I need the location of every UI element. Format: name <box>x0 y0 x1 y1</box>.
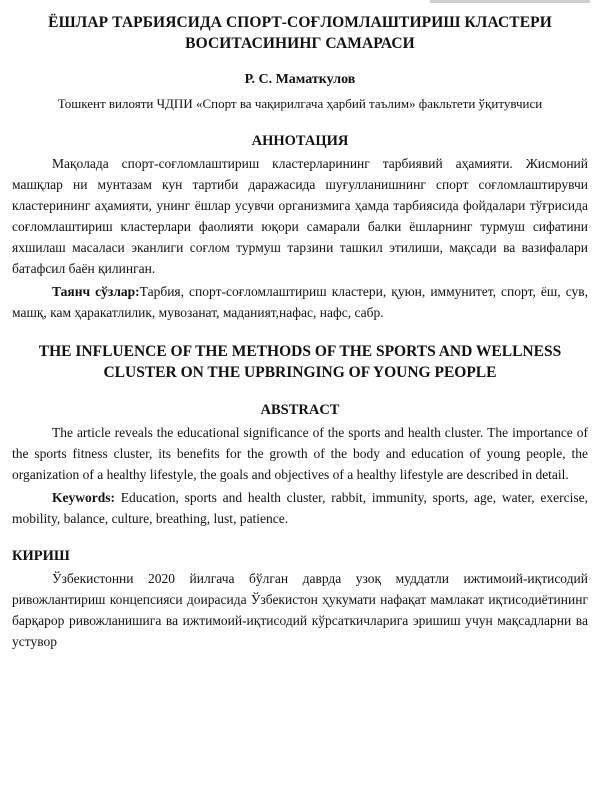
intro-text: Ўзбекистонни 2020 йилгача бўлган даврда узоқ муддатли ижтимоий-иқтисодий ривожлантириш концепсияси доирасида Ўзбекистон ҳукумати нафақат мамлакат иқтисодиётининг барқарор ривожланишига ва ижтимоий-иқтисодий кўрсаткичларига эришиш учун мақсадларни ва устувор <box>12 571 588 649</box>
uz-keywords-text: Тарбия, спорт-соғломлаштириш кластери, қуюн, иммунитет, спорт, ёш, сув, машқ, кам ҳаракатлилик, мувозанат, маданият,нафас, нафс, сабр. <box>12 284 589 320</box>
en-keywords-label: Keywords: <box>52 490 115 505</box>
intro-heading: КИРИШ <box>12 548 70 564</box>
paper-page <box>12 0 588 652</box>
uz-abstract-text: Мақолада спорт-соғломлаштириш кластерларининг тарбиявий аҳамияти. Жисмоний машқлар ни мунтазам кун тартиби даражасида шуғулланишнинг спорт соғломлаштирувчи кластерининг аҳамияти, унинг ёшлар усувчи организмига ҳамда тарбиясида фойдалари тўғрисида соғломлаштириш кластерлари фаолияти юқори самарали балки ёшларнинг турмуш сифатини яхшилаш масаласи эканлиги соғлом турмуш тарзини ташкил этилиши, мақсади ва вазифалари батафсил баён қилинган. <box>12 156 588 276</box>
uz-keywords-label: Таянч сўзлар: <box>52 284 140 299</box>
author-affiliation: Тошкент вилояти ЧДПИ «Спорт ва чақирилгача ҳарбий таълим» факльтети ўқитувчиси <box>57 96 543 111</box>
en-title: THE INFLUENCE OF THE METHODS OF THE SPORTS AND WELLNESS CLUSTER ON THE UPBRINGING OF YOUNG PEOPLE <box>38 343 562 381</box>
en-abstract-text: The article reveals the educational significance of the sports and health cluster. The importance of the sports fitness cluster, its benefits for the growth of the body and education of young people, the organization of a healthy lifestyle, the goals and objectives of a healthy lifestyle are described in detail. <box>12 425 588 482</box>
uz-title: ЁШЛАР ТАРБИЯСИДА СПОРТ-СОҒЛОМЛАШТИРИШ КЛАСТЕРИ ВОСИТАСИНИНГ САМАРАСИ <box>48 14 552 52</box>
en-keywords-text: Education, sports and health cluster, rabbit, immunity, sports, age, water, exercise, mobility, balance, culture, breathing, lust, patience. <box>12 490 589 526</box>
author-name: Р. С. Маматкулов <box>244 72 356 87</box>
uz-keywords <box>12 281 588 323</box>
uz-abstract-heading: АННОТАЦИЯ <box>251 133 349 149</box>
en-abstract-heading: ABSTRACT <box>260 402 340 418</box>
en-keywords <box>12 487 588 529</box>
